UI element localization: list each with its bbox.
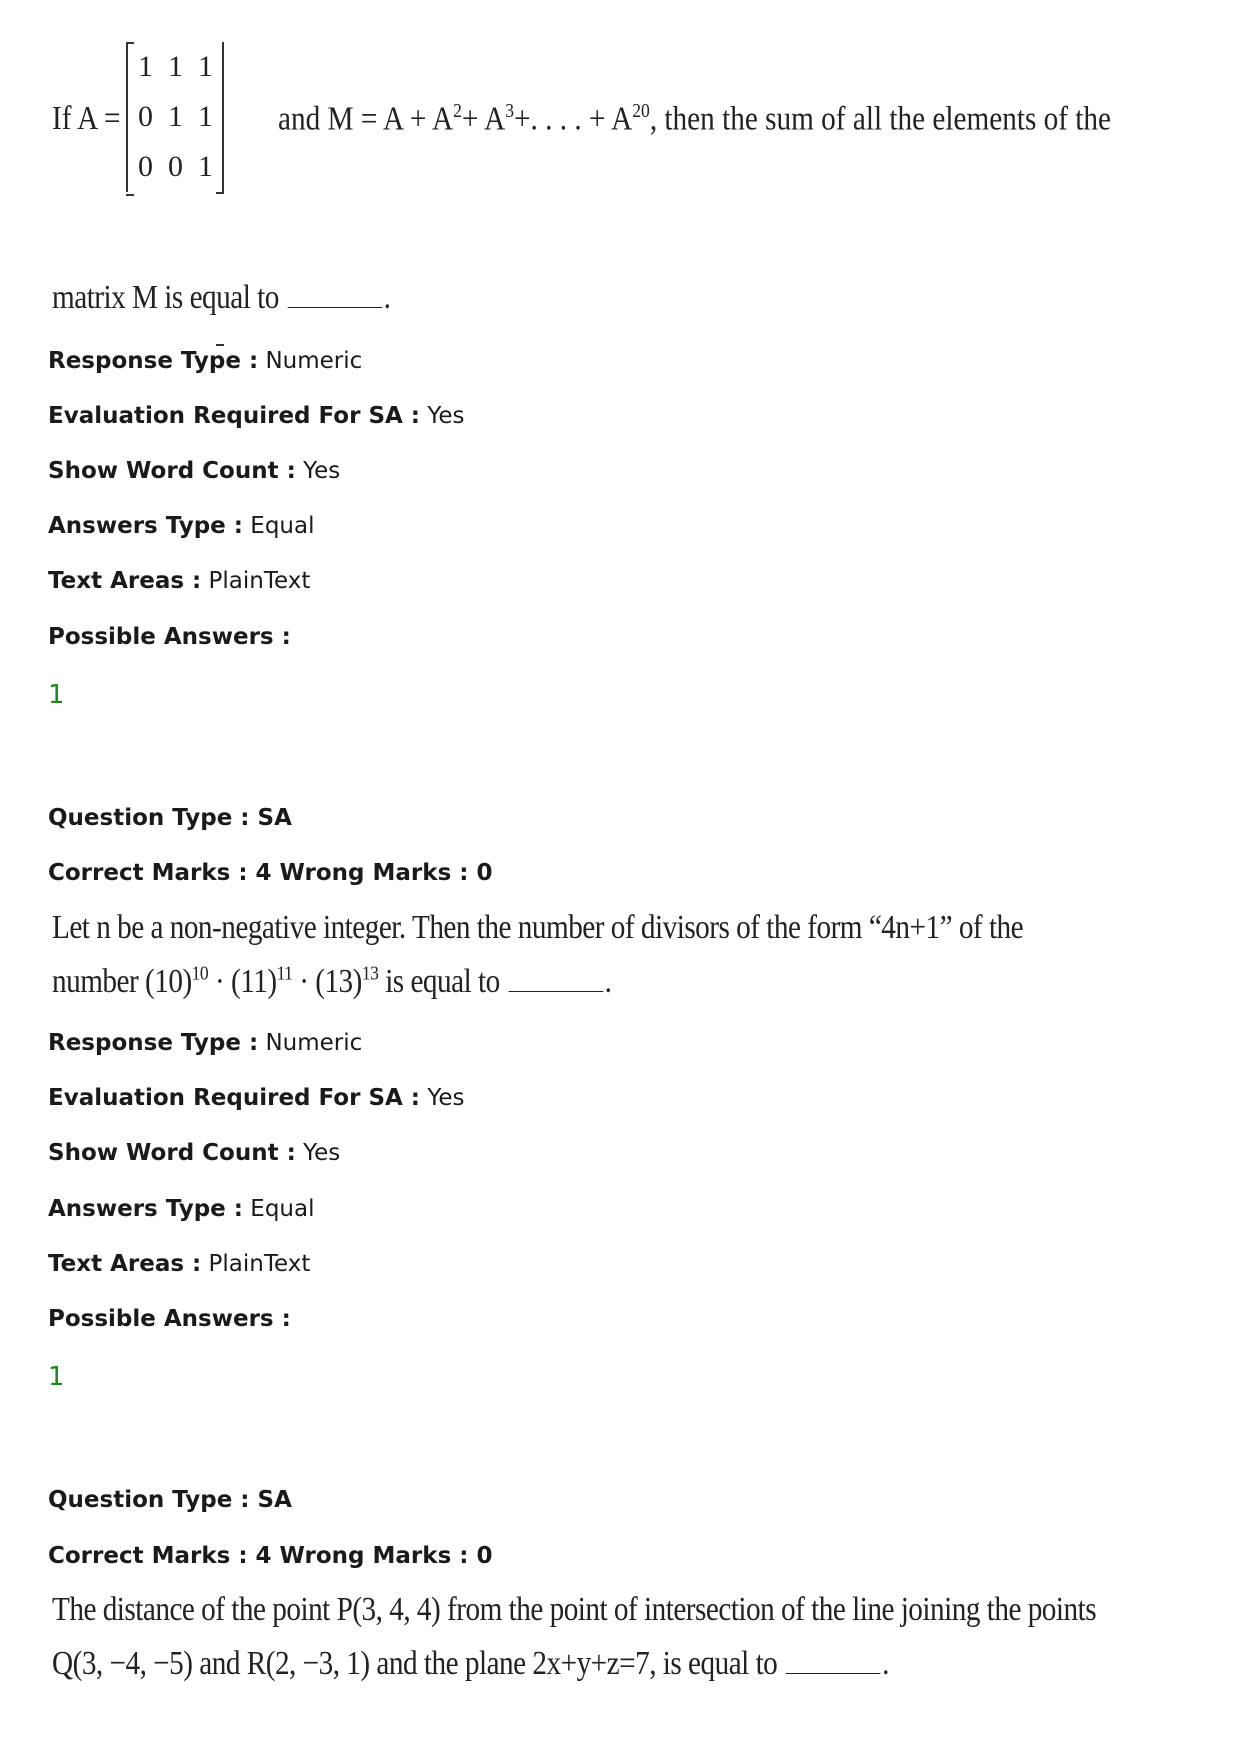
q1-text: matrix M is equal to [52, 279, 279, 316]
marks-text: Correct Marks : 4 Wrong Marks : 0 [48, 860, 493, 886]
marks [48, 1543, 492, 1569]
meta-evaluation [48, 1085, 464, 1111]
exponent: 13 [361, 962, 379, 985]
meta-value: Yes [427, 403, 465, 429]
q2-text: · (13) [292, 963, 362, 1000]
question-type [48, 1487, 292, 1513]
meta-value: Equal [250, 513, 315, 539]
exponent: 11 [276, 962, 293, 985]
matrix-a [126, 42, 224, 192]
q1-line2 [52, 278, 390, 317]
meta-response-type [48, 1030, 362, 1056]
meta-label: Show Word Count : [48, 1140, 296, 1166]
possible-answer: 1 [48, 680, 65, 710]
meta-word-count [48, 1140, 340, 1166]
exponent: 20 [632, 100, 650, 122]
meta-value: PlainText [208, 568, 311, 594]
q1-lead: If A = [52, 100, 121, 137]
exponent: 2 [453, 100, 462, 122]
q2-text: number (10) [52, 963, 192, 1000]
meta-evaluation [48, 403, 464, 429]
matrix-cell: 0 [138, 100, 153, 133]
q1-text: and M = A + A [278, 100, 454, 138]
q1-text: . [383, 279, 391, 316]
meta-label: Text Areas : [48, 568, 202, 594]
matrix-cell: 1 [198, 150, 213, 183]
meta-text-areas [48, 1251, 310, 1277]
matrix-cell: 1 [198, 100, 213, 133]
meta-possible-answers [48, 624, 291, 650]
meta-label: Possible Answers : [48, 1306, 291, 1332]
q3-line2 [52, 1644, 889, 1683]
meta-label: Answers Type : [48, 1196, 243, 1222]
meta-text-areas [48, 568, 310, 594]
q2-text: . [604, 963, 612, 1000]
marks [48, 860, 492, 886]
question-type-text: Question Type : SA [48, 805, 292, 831]
meta-label: Response Type : [48, 348, 259, 374]
matrix-cell: 0 [138, 150, 153, 183]
exponent: 10 [191, 962, 209, 985]
meta-answers-type [48, 513, 315, 539]
meta-value: Equal [250, 1196, 315, 1222]
meta-label: Text Areas : [48, 1251, 202, 1277]
meta-answers-type [48, 1196, 315, 1222]
meta-possible-answers [48, 1306, 291, 1332]
meta-value: Yes [303, 1140, 341, 1166]
q2-text: · (11) [208, 963, 277, 1000]
q2-line2 [52, 962, 611, 1001]
q1-text: , then the sum of all the elements of the [649, 100, 1112, 138]
q3-text: Q(3, −4, −5) and R(2, −3, 1) and the plane 2x+y+z=7, is equal to [52, 1645, 778, 1682]
question-type-text: Question Type : SA [48, 1487, 292, 1513]
q2-text: is equal to [378, 963, 500, 1000]
q2-line1: Let n be a non-negative integer. Then the number of divisors of the form “4n+1” of the [52, 909, 1024, 946]
q1-tail [278, 100, 1111, 138]
meta-label: Response Type : [48, 1030, 259, 1056]
exponent: 3 [505, 100, 515, 122]
meta-label: Evaluation Required For SA : [48, 403, 421, 429]
answer-blank [508, 991, 603, 992]
q3-line1: The distance of the point P(3, 4, 4) from the point of intersection of the line joining the points [52, 1591, 1097, 1628]
matrix-cell: 1 [138, 50, 153, 83]
meta-value: Numeric [265, 348, 363, 374]
question-type [48, 805, 292, 831]
matrix-cell: 1 [168, 50, 183, 83]
matrix-cell: 0 [168, 150, 183, 183]
q1-text: +. . . . + A [514, 100, 633, 138]
answer-blank [786, 1673, 881, 1674]
meta-label: Possible Answers : [48, 624, 291, 650]
marks-text: Correct Marks : 4 Wrong Marks : 0 [48, 1543, 493, 1569]
possible-answer: 1 [48, 1362, 65, 1392]
meta-label: Evaluation Required For SA : [48, 1085, 421, 1111]
q1-text: + A [461, 100, 506, 138]
meta-response-type [48, 348, 362, 374]
matrix-cell: 1 [168, 100, 183, 133]
meta-label: Answers Type : [48, 513, 243, 539]
matrix-cell: 1 [198, 50, 213, 83]
meta-label: Show Word Count : [48, 458, 296, 484]
meta-value: Numeric [265, 1030, 363, 1056]
meta-value: PlainText [208, 1251, 311, 1277]
answer-blank [287, 307, 382, 308]
meta-value: Yes [427, 1085, 465, 1111]
q3-text: . [882, 1645, 889, 1682]
meta-word-count [48, 458, 340, 484]
meta-value: Yes [303, 458, 341, 484]
